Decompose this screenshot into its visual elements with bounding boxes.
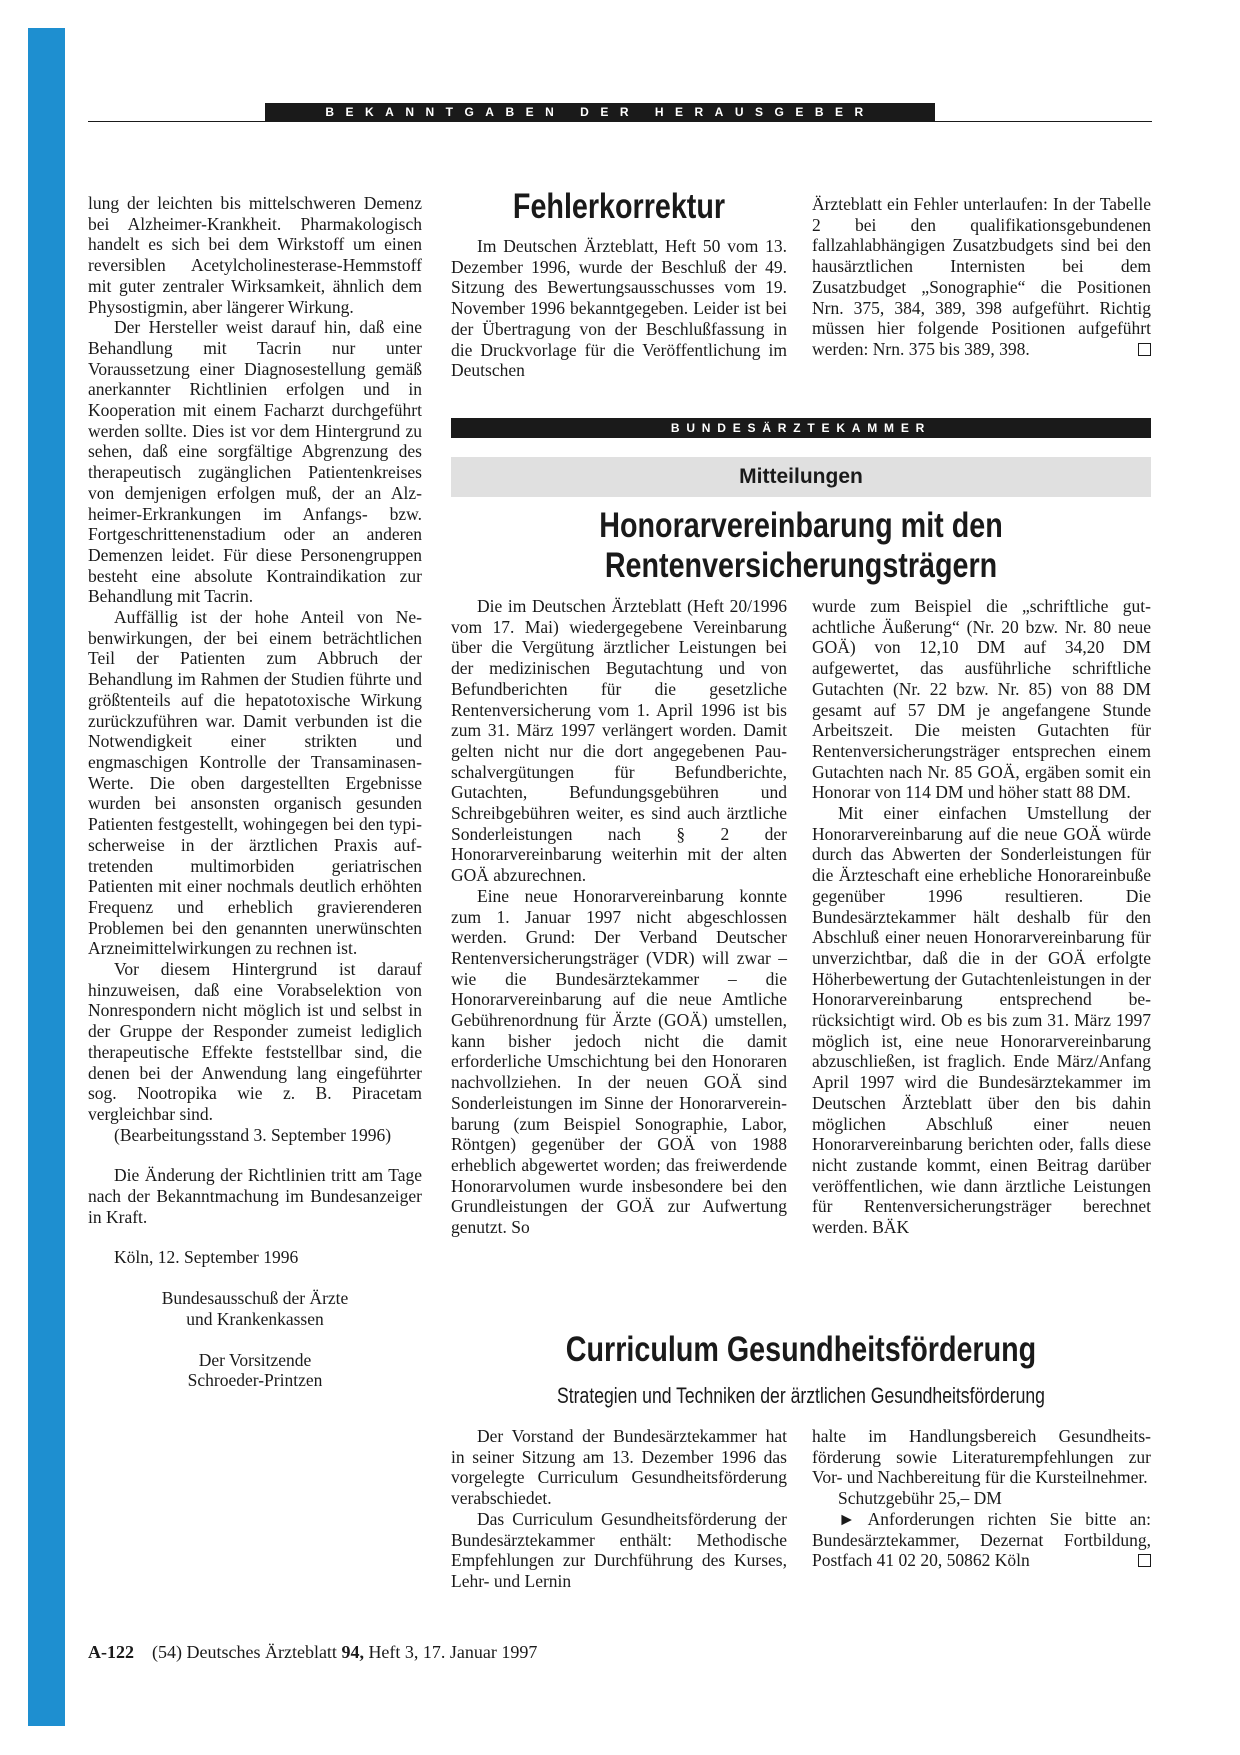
paragraph: Eine neue Honorarvereinbarung konnte zum 1. Januar 1997 nicht abgeschlossen werden. Grund: Der Verband Deutscher Rentenversicherungsträger (VDR) will zwar – wie die Bundesärztekammer – die Honorarvereinbarung auf die neue Amtliche Gebührenordnung für Ärzte (GOÄ) umstellen, kann bisher jedoch nicht die damit erforderliche Umschichtung bei den Honoraren nachvollziehen. In der neuen GOÄ sind Sonderleistungen im Sinne der Honorarvereinbarung (zum Beispiel Sonographie, Labor, Röntgen) gegenüber der GOÄ von 1988 erheblich abgewertet worden; das freiwerdende Honorarvolumen wurde insbesondere bei den Grundleistungen der GOÄ zur Aufwertung genutzt. So — [451, 885, 787, 1238]
honorar-title-line1: Honorarvereinbarung mit den — [599, 506, 1003, 545]
honorar-col-2 — [812, 596, 1151, 1238]
paragraph: (Bearbeitungsstand 3. September 1996) — [114, 1124, 392, 1145]
paragraph: Mit einer einfachen Umstellung der Honorarvereinbarung auf die neue GOÄ würde durch das Abwerten der Sonderleistungen für die Ärzteschaft eine erhebliche Honorareinbuße gegenüber 1996 resultieren. Die Bundesärztekammer hält deshalb für den Abschluß einer neuen Honorarvereinbarung für unverzichtbar, daß die in der GOÄ erfolgte Höherbewertung der Gutachtenleistungen in der Honorarvereinbarung entsprechend berücksichtigt wird. Ob es bis zum 31. März 1997 möglich ist, eine neue Honorarvereinbarung abzuschließen, ist fraglich. Ende März/Anfang April 1997 wird die Bundesärztekammer im Deutschen Ärzteblatt über den bis dahin möglichen Abschluß einer neuen Honorarvereinbarung berichten oder, falls diese nicht zustande kommt, einen Beitrag darüber veröffentlichen, wie dann ärztliche Leistungen für Rentenversicherungsträger berechnet werden. BÄK — [812, 803, 1151, 1238]
end-mark-icon — [1138, 1554, 1151, 1567]
header-band: BEKANNTGABEN DER HERAUSGEBER — [265, 103, 935, 122]
left-column — [88, 193, 422, 1391]
paragraph: wurde zum Beispiel die „schriftliche gutachtliche Äußerung“ (Nr. 20 bzw. Nr. 80 neue GOÄ) von 12,10 DM auf 34,20 DM aufgewertet, das ausführliche schriftliche Gutachten (Nr. 22 bzw. Nr. 85) von 88 DM gesamt auf 57 DM je angefangene Stunde Arbeitszeit. Die meisten Gutachten für Rentenversicherungsträger entsprechen einem Gutachten nach Nr. 85 GOÄ, ergäben somit ein Honorar von 114 DM und höher statt 88 DM. — [812, 596, 1151, 803]
footer-issue: Heft 3, 17. Januar 1997 — [363, 1642, 538, 1662]
honorar-title-line2: Rentenversicherungsträgern — [604, 546, 998, 585]
signature-name: Schroeder-Printzen — [187, 1370, 323, 1391]
blue-edge-bar — [28, 28, 65, 1726]
signature-role: Der Vorsitzende — [198, 1349, 312, 1370]
fehler-col-1 — [451, 236, 787, 381]
footer-volume: 94, — [341, 1642, 364, 1662]
curriculum-title: Curriculum Gesundheitsförderung — [565, 1330, 1037, 1369]
signature-org-line2: und Krankenkassen — [186, 1308, 324, 1329]
paragraph: Der Vorstand der Bundesärztekammer hat in seiner Sitzung am 13. Dezember 1996 das vorgelegte Curriculum Gesundheitsförderung verabschiedet. — [451, 1426, 787, 1509]
paragraph: halte im Handlungsbereich Gesundheitsförderung sowie Literaturempfehlungen zur Vor- und Nachbereitung für die Kursteilnehmer. — [812, 1426, 1151, 1488]
paragraph: Auffällig ist der hohe Anteil von Nebenwirkungen, der bei einem beträchtlichen Teil der Patienten zum Abbruch der Behandlung im Rahmen der Studien führte und größtenteils auf die hepatotoxische Wirkung zurückzuführen war. Damit verbunden ist die Notwendigkeit einer strikten und engmaschigen Kontrolle der Transaminasen-Werte. Die oben dargestellten Ergebnisse wurden bei ansonsten organisch gesunden Patienten festgestellt, wohingegen bei den typischerweise in der ärztlichen Praxis auftretenden multimorbiden geriatrischen Patienten mit einer nochmals deutlich erhöhten Frequenz und erheblich gravierenderen Problemen bei den genannten unerwünschten Arzneimittelwirkungen zu rechnen ist. — [88, 607, 422, 959]
header-rule — [88, 121, 1152, 122]
paragraph: Die Änderung der Richtlinien tritt am Tage nach der Bekanntmachung im Bundesanzeiger in Kraft. — [88, 1165, 422, 1227]
curriculum-col-1 — [451, 1426, 787, 1592]
paragraph: Ärzteblatt ein Fehler unterlaufen: In der Tabelle 2 bei den qualifikationsgebundenen fallzahlabhängigen Zusatzbudgets sind bei den hausärztlichen Internisten bei dem Zusatzbudget „Sonographie“ die Positionen Nrn. 375, 384, 389, 398 aufgeführt. Richtig müssen hier folgende Positionen aufgeführt werden: Nrn. 375 bis 389, 398. — [812, 194, 1151, 359]
honorar-col-1 — [451, 596, 787, 1238]
fehler-col-2 — [812, 194, 1151, 360]
signature-org-line1: Bundesausschuß der Ärzte — [161, 1288, 349, 1309]
curriculum-subtitle: Strategien und Techniken der ärztlichen Gesundheitsförderung — [557, 1383, 1045, 1408]
paragraph: ► Anforderungen richten Sie bitte an: Bundesärztekammer, Dezernat Fortbildung, Postfach 41 02 20, 50862 Köln — [812, 1508, 1151, 1571]
paragraph: Das Curriculum Gesundheitsförderung der Bundesärztekammer enthält: Methodische Empfehlungen zur Durchführung des Kurses, Lehr- und Lernin — [451, 1508, 787, 1591]
footer-journal: (54) Deutsches Ärzteblatt — [152, 1642, 342, 1662]
paragraph: Der Hersteller weist darauf hin, daß eine Behandlung mit Tacrin nur unter Voraussetzung einer Diagnosestellung gemäß anerkannter Richtlinien erfolgen und in Kooperation mit einem Facharzt durchgeführt werden sollte. Dies ist vor dem Hintergrund zu sehen, daß eine sorgfältige Abgrenzung des therapeutisch zugänglichen Patientenkreises von demjenigen erfolgen muß, der an Alzheimer-Erkrankungen im Anfangs- bzw. Fortgeschrittenenstadium oder an anderen Demenzen leidet. Für diese Personengruppen besteht eine absolute Kontraindikation zur Behandlung mit Tacrin. — [88, 317, 422, 607]
signature-place-date: Köln, 12. September 1996 — [114, 1247, 299, 1268]
paragraph: Im Deutschen Ärzteblatt, Heft 50 vom 13. Dezember 1996, wurde der Beschluß der 49. Sitzung des Bewertungsausschusses vom 19. November 1996 bekanntgegeben. Leider ist bei der Übertragung von der Beschlußfassung in die Druckvorlage für die Veröffentlichung im Deutschen — [451, 236, 787, 381]
page-footer — [88, 1642, 537, 1663]
paragraph: Die im Deutschen Ärzteblatt (Heft 20/1996 vom 17. Mai) wiedergegebene Vereinbarung über die Vergütung ärztlicher Leistungen bei der medizinischen Begutachtung und von Befundberichten für die gesetzliche Rentenversicherung vom 1. April 1996 ist bis zum 31. März 1997 verlängert worden. Damit gelten nicht nur die dort angegebenen Pauschalvergütungen für Befundberichte, Gutachten, Befundungsgebühren und Schreibgebühren weiter, es sind auch ärztliche Sonderleistungen nach § 2 der Honorarvereinbarung weiterhin mit der alten GOÄ abzurechnen. — [451, 596, 787, 886]
paragraph: Schutzgebühr 25,– DM — [838, 1488, 1002, 1509]
paragraph: Vor diesem Hintergrund ist darauf hinzuweisen, daß eine Vorabselektion von Nonrespondern nicht möglich ist und selbst in der Gruppe der Responder zumeist lediglich therapeutische Effekte feststellbar sind, die denen bei der Anwendung lang eingeführter sog. Nootropika wie z. B. Piracetam vergleichbar sind. — [88, 959, 422, 1124]
section-kicker: Mitteilungen — [451, 457, 1151, 497]
curriculum-col-2 — [812, 1426, 1151, 1571]
fehler-title: Fehlerkorrektur — [512, 187, 726, 226]
paragraph: lung der leichten bis mittelschweren Demenz bei Alzheimer-Krankheit. Pharmakologisch handelt es sich bei dem Wirkstoff um einen reversiblen Acetylcholinesterase-Hemmstoff mit guter zentraler Wirksamkeit, ähnlich dem Physostigmin, aber längerer Wirkung. — [88, 193, 422, 317]
page-number: A-122 — [88, 1642, 134, 1662]
section-band: BUNDESÄRZTEKAMMER — [451, 418, 1151, 438]
end-mark-icon — [1138, 343, 1151, 356]
